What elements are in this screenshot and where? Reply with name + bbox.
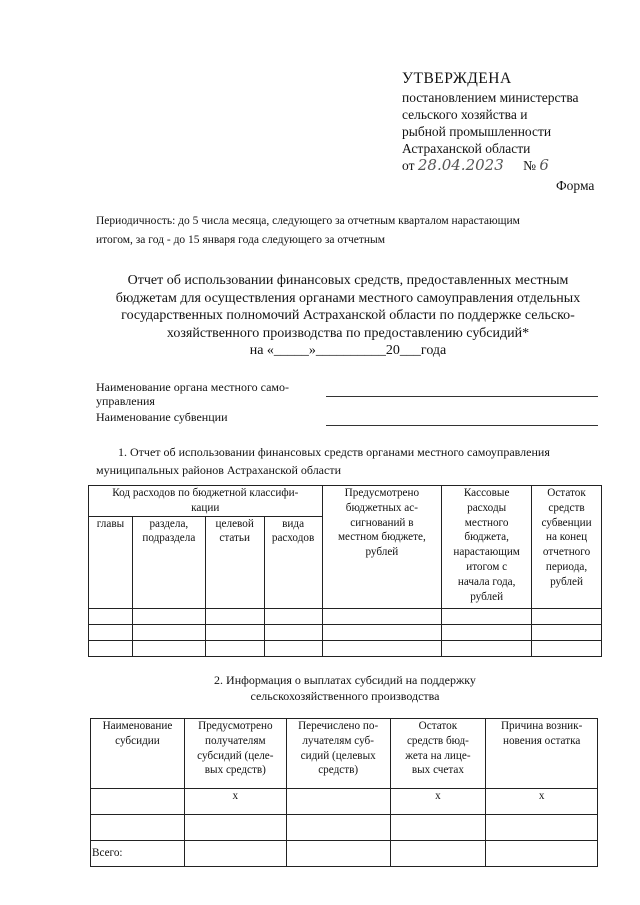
table-cell[interactable]: [532, 624, 602, 640]
planned-header-line: бюджетных ас-: [345, 501, 418, 514]
planned-allocations-header: [322, 486, 442, 609]
table-cell[interactable]: [264, 624, 322, 640]
approval-heading: УТВЕРЖДЕНА: [402, 70, 512, 87]
table-row: [89, 608, 602, 624]
table-row: [89, 640, 602, 656]
type-header-line: вида: [282, 517, 305, 530]
organ-label-1: Наименование органа местного само-: [96, 380, 289, 394]
x-mark-cell: х: [486, 789, 598, 815]
name-header-line: субсидии: [115, 734, 160, 747]
cash-header-line: местного: [464, 516, 509, 529]
table-cell[interactable]: [264, 640, 322, 656]
subvention-label: Наименование субвенции: [96, 410, 228, 424]
table-cell[interactable]: [205, 624, 264, 640]
table-cell[interactable]: [390, 815, 486, 841]
cash-header-line: бюджета,: [464, 531, 509, 544]
name-header-line: Наименование: [102, 720, 173, 732]
cash-header-line: Кассовые: [463, 487, 510, 499]
periodicity-line-2: итогом, за год - до 15 января года следующего за отчетным: [96, 234, 386, 246]
table-cell[interactable]: [532, 608, 602, 624]
budget-code-header-line-1: Код расходов по бюджетной классифи-: [112, 487, 299, 499]
budget-code-header-line-2: кации: [191, 501, 220, 514]
table-cell[interactable]: [442, 640, 532, 656]
section1-heading-line-2: муниципальных районов Астраханской области: [96, 463, 341, 477]
cash-expenses-header: [442, 486, 532, 609]
table-cell[interactable]: [286, 841, 390, 867]
section-header: [132, 516, 205, 608]
table-row: [89, 624, 602, 640]
rest-header-line: рублей: [550, 575, 583, 588]
table-cell[interactable]: [184, 815, 286, 841]
handwritten-number: 6: [539, 156, 549, 174]
section-header-line: подраздела: [142, 532, 196, 545]
cash-header-line: нарастающим: [453, 546, 520, 559]
transferred-header: [286, 719, 390, 789]
rest-header-line: субвенции: [541, 516, 592, 529]
table-cell[interactable]: [205, 608, 264, 624]
transferred-header-line: лучателям суб-: [302, 734, 374, 747]
planned-header-line: рублей: [365, 546, 399, 559]
table-cell[interactable]: [532, 640, 602, 656]
name-fields: [96, 380, 606, 428]
chapter-header: главы: [89, 516, 133, 608]
table-cell[interactable]: [132, 624, 205, 640]
table-cell[interactable]: [322, 608, 442, 624]
planned-header-line: местном бюджете,: [337, 531, 426, 544]
target-article-header: [205, 516, 264, 608]
planned-recipients-header: [184, 719, 286, 789]
periodicity-text: [96, 212, 596, 250]
subsidy-payments-table: [90, 718, 598, 867]
balance-reason-header: [486, 719, 598, 789]
total-label: Всего:: [91, 841, 185, 867]
section2-heading-line-1: 2. Информация о выплатах субсидий на поддержку: [214, 673, 476, 687]
table-cell[interactable]: [205, 640, 264, 656]
planned2-header-line: получателям: [205, 734, 266, 747]
report-title-line-1: Отчет об использовании финансовых средств, предоставленных местным: [127, 273, 569, 288]
x-mark-cell: х: [184, 789, 286, 815]
table-cell[interactable]: [442, 608, 532, 624]
rest-header-line: отчетного: [542, 546, 591, 559]
table-row: [91, 815, 598, 841]
section1-heading: [96, 443, 606, 479]
section2-heading: [160, 672, 530, 704]
x-mark-cell: х: [390, 789, 486, 815]
periodicity-line-1: Периодичность: до 5 числа месяца, следующего за отчетным кварталом нарастающим: [96, 215, 520, 227]
table-cell[interactable]: [322, 640, 442, 656]
balance-header-line: вых счетах: [411, 764, 464, 777]
report-date-line: на «_____»__________20___года: [249, 343, 447, 358]
planned2-header-line: Предусмотрено: [198, 720, 273, 732]
rest-header-line: на конец: [545, 531, 588, 544]
table-cell[interactable]: [442, 624, 532, 640]
organ-name-field[interactable]: [326, 396, 598, 397]
balance-header-line: средств бюд-: [406, 734, 469, 747]
table-cell[interactable]: [286, 789, 390, 815]
cash-header-line: начала года,: [457, 575, 516, 588]
report-title-line-3: государственных полномочий Астраханской области по поддержке сельско-: [121, 308, 575, 323]
table-cell[interactable]: [264, 608, 322, 624]
date-prefix: от: [402, 158, 415, 173]
number-prefix: №: [523, 158, 537, 173]
total-row: [91, 841, 598, 867]
transferred-header-line: Перечислено по-: [298, 720, 379, 732]
handwritten-date: 28.04.2023: [417, 156, 504, 174]
target-header-line: статьи: [219, 532, 251, 545]
subsidy-name-header: [91, 719, 185, 789]
approval-block: [402, 70, 634, 174]
section1-heading-line-1: 1. Отчет об использовании финансовых средств органами местного самоуправления: [118, 445, 550, 459]
approval-line-2: сельского хозяйства и: [402, 107, 528, 122]
section-header-line: раздела,: [149, 517, 189, 530]
rest-header-line: средств: [548, 501, 585, 514]
subvention-balance-header: [532, 486, 602, 609]
transferred-header-line: средств): [318, 764, 359, 777]
transferred-header-line: сидий (целевых: [300, 749, 376, 762]
target-header-line: целевой: [215, 517, 254, 530]
approval-line-3: рыбной промышленности: [402, 124, 552, 139]
expenses-table: [88, 485, 602, 657]
approval-date-line: [402, 157, 634, 174]
table-cell[interactable]: [89, 624, 133, 640]
table-cell[interactable]: [486, 815, 598, 841]
table-cell[interactable]: [89, 640, 133, 656]
report-title-line-4: хозяйственного производства по предоставлению субсидий*: [166, 325, 530, 341]
cash-header-line: рублей: [470, 590, 504, 603]
balance-header-line: жета на лице-: [405, 749, 471, 762]
cash-header-line: итогом с: [466, 560, 508, 573]
account-balance-header: [390, 719, 486, 789]
budget-code-header: [89, 486, 323, 517]
form-label: Форма: [556, 178, 595, 193]
planned2-header-line: субсидий (целе-: [197, 749, 274, 762]
table-cell[interactable]: [486, 841, 598, 867]
table-cell[interactable]: [91, 789, 185, 815]
table-cell[interactable]: [89, 608, 133, 624]
planned-header-line: сигнований в: [350, 516, 414, 529]
approval-line-4: Астраханской области: [402, 141, 531, 156]
rest-header-line: периода,: [545, 560, 588, 573]
expense-type-header: [264, 516, 322, 608]
table-cell[interactable]: [91, 815, 185, 841]
cash-header-line: расходы: [467, 501, 507, 514]
table-cell[interactable]: [132, 640, 205, 656]
organ-label-2: управления: [96, 394, 155, 408]
approval-line-1: постановлением министерства: [402, 90, 579, 105]
rest-header-line: Остаток: [547, 487, 586, 499]
balance-header-line: Остаток: [418, 720, 458, 732]
table-cell[interactable]: [184, 841, 286, 867]
subvention-name-field[interactable]: [326, 425, 598, 426]
planned-header-line: Предусмотрено: [344, 487, 420, 499]
table-row: [91, 789, 598, 815]
reason-header-line: Причина возник-: [500, 720, 583, 732]
table-cell[interactable]: [322, 624, 442, 640]
type-header-line: расходов: [271, 532, 315, 545]
table-cell[interactable]: [390, 841, 486, 867]
reason-header-line: новения остатка: [502, 734, 581, 747]
table-cell[interactable]: [286, 815, 390, 841]
planned2-header-line: вых средств): [204, 764, 266, 777]
report-title: [88, 272, 608, 360]
table-cell[interactable]: [132, 608, 205, 624]
report-title-line-2: бюджетам для осуществления органами местного самоуправления отдельных: [115, 290, 581, 306]
section2-heading-line-2: сельскохозяйственного производства: [250, 689, 440, 703]
